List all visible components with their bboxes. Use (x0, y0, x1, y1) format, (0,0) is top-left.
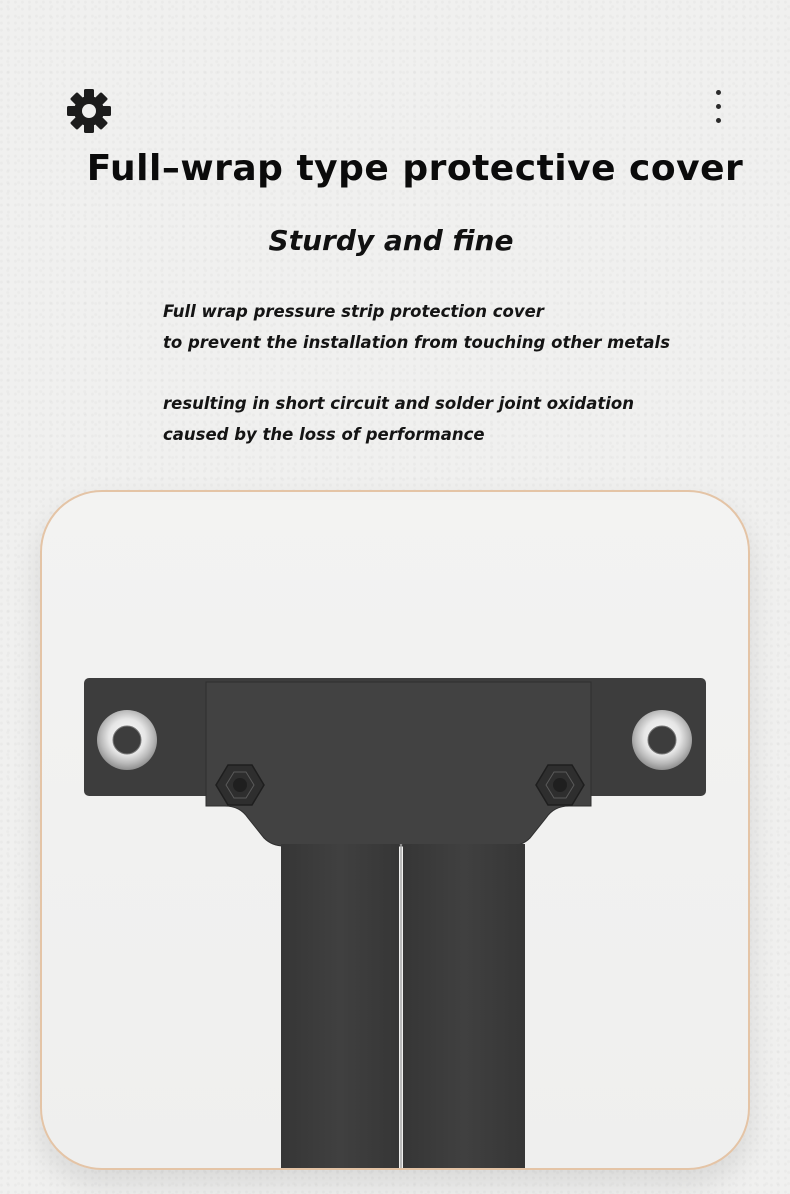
cable-strip-right (403, 844, 525, 1168)
description-line: resulting in short circuit and solder joint oxidation (163, 394, 634, 413)
cable-strip-left (281, 844, 399, 1168)
page-subtitle: Sturdy and fine (268, 224, 514, 257)
kebab-menu-icon[interactable] (710, 86, 728, 130)
riser-cable-cover-image (84, 678, 710, 1168)
cover-block (206, 682, 591, 846)
page-title: Full–wrap type protective cover (86, 148, 744, 189)
kebab-dot (716, 104, 721, 109)
description-line: Full wrap pressure strip protection cover (163, 302, 544, 321)
description-line: caused by the loss of performance (163, 425, 485, 444)
screw-hole-left (97, 710, 157, 770)
description-line: to prevent the installation from touching other metals (163, 333, 671, 352)
gear-icon[interactable] (64, 86, 114, 136)
screw-hole-right (632, 710, 692, 770)
kebab-dot (716, 118, 721, 123)
kebab-dot (716, 90, 721, 95)
